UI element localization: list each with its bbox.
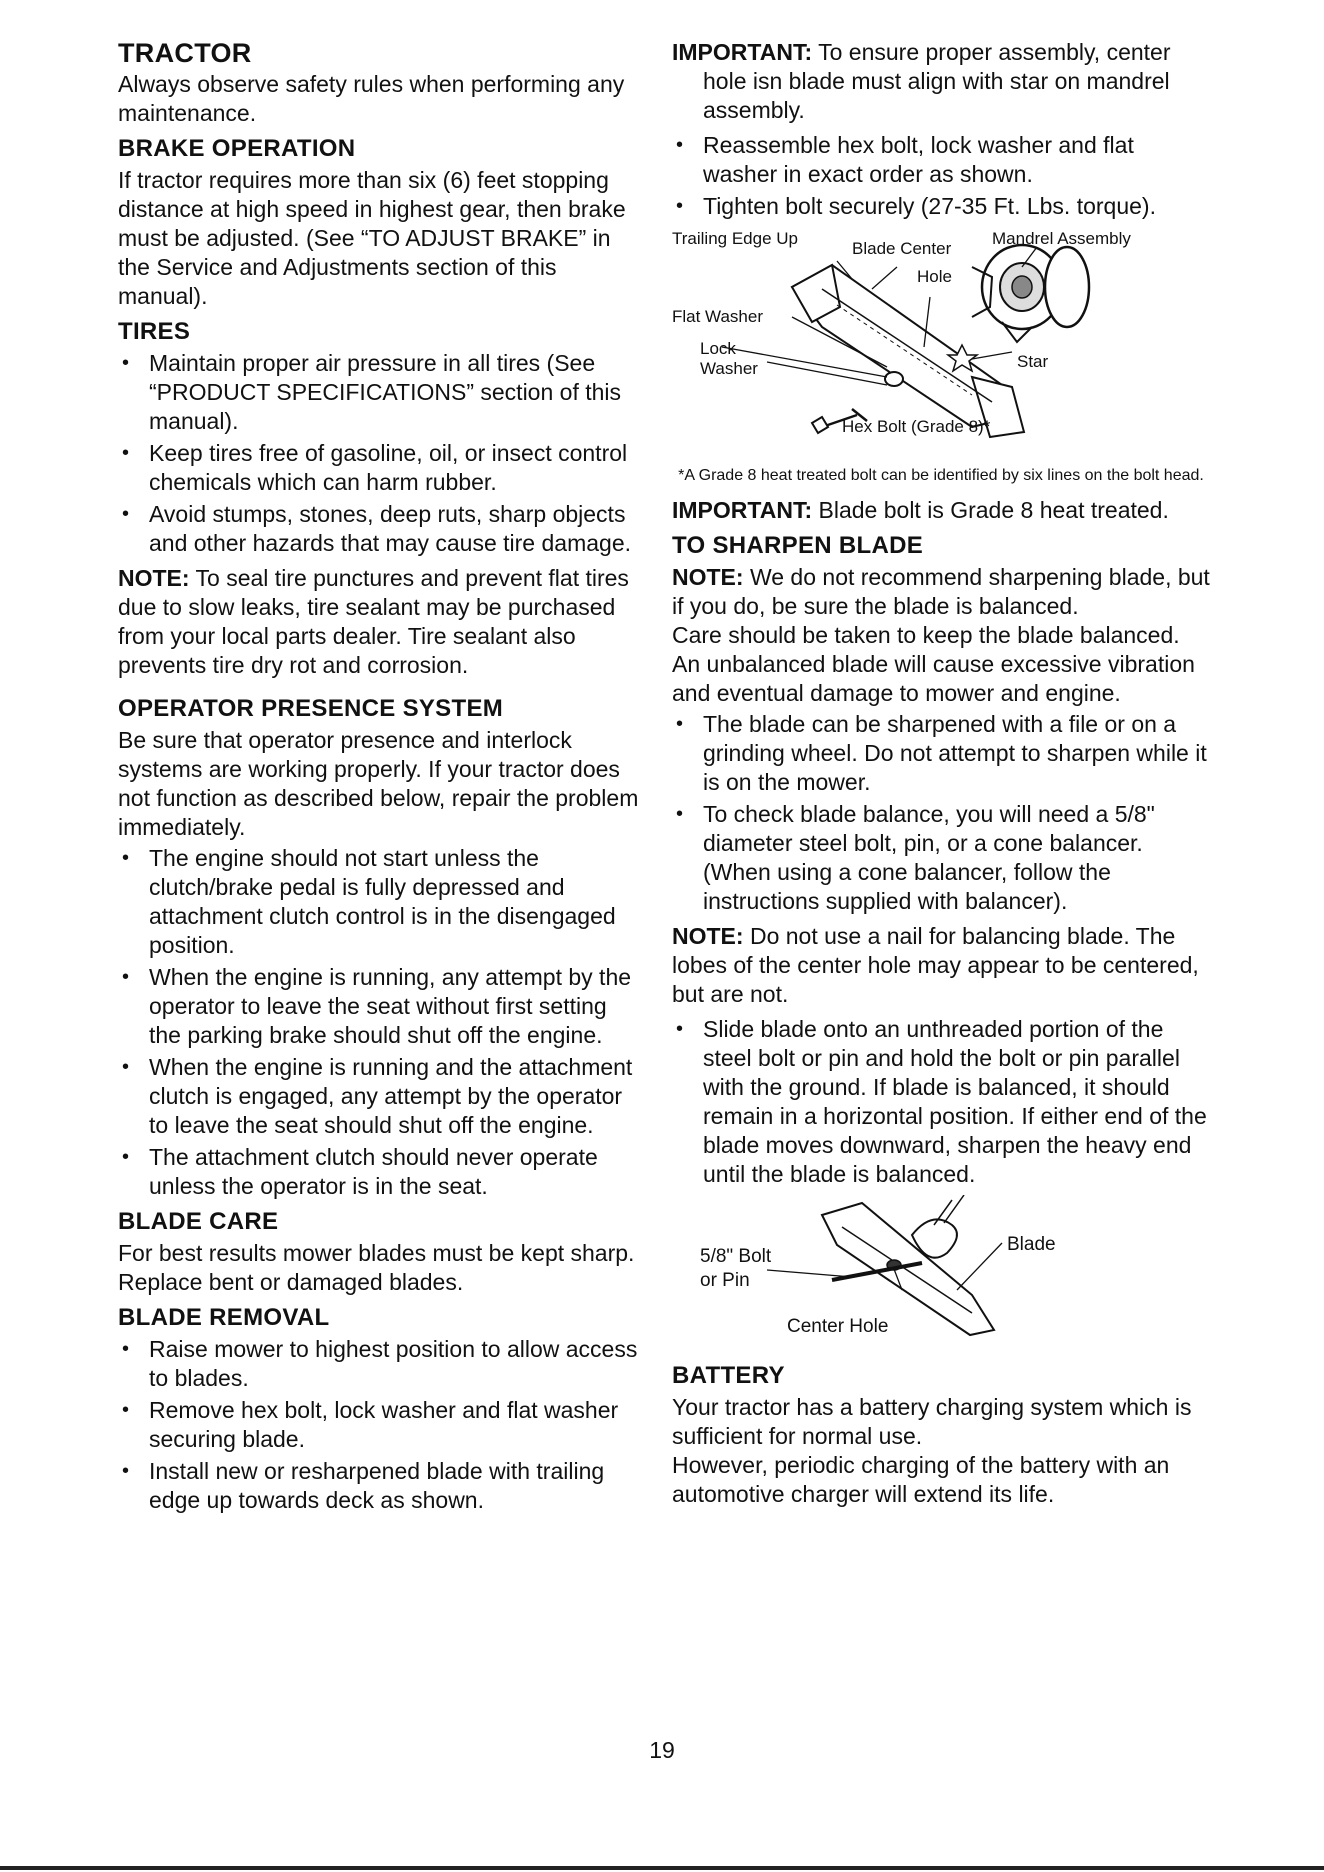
bottom-rule: [0, 1866, 1324, 1870]
blade-balance-figure: [672, 1195, 1210, 1355]
ops-text: Be sure that operator presence and interlock systems are working properly. If your tractor does not function as described below, repair the problem immediately.: [118, 727, 639, 840]
ops-list: [118, 844, 643, 1201]
note-label: NOTE:: [118, 565, 190, 591]
blade-assembly-figure: [672, 227, 1210, 459]
list-item: • Maintain proper air pressure in all tires (See “PRODUCT SPECIFICATIONS” section of this manual).: [118, 349, 643, 436]
heading-operator-presence-system: OPERATOR PRESENCE SYSTEM: [118, 695, 504, 722]
list-item: • Install new or resharpened blade with trailing edge up towards deck as shown.: [118, 1457, 643, 1515]
sharpen-note: [672, 563, 1210, 621]
label-bolt: 5/8" Bolt: [700, 1246, 772, 1267]
sharpen-list: [672, 710, 1210, 916]
balance-list: [672, 1015, 1210, 1189]
sharpen-text: Care should be taken to keep the blade balanced. An unbalanced blade will cause excessive vibration and eventual damage to mower and engine.: [672, 622, 1195, 706]
heading-blade-care: BLADE CARE: [118, 1208, 279, 1235]
important-label: IMPORTANT:: [672, 39, 813, 65]
label-blade: Blade: [1007, 1234, 1056, 1255]
label-star: Star: [1017, 352, 1049, 371]
blade-removal-list: [118, 1335, 643, 1515]
label-flat-washer: Flat Washer: [672, 307, 764, 326]
list-item: • Slide blade onto an unthreaded portion of the steel bolt or pin and hold the bolt or pin parallel with the ground. If blade is balanced, it should remain in a horizontal position. If either end of the blade moves downward, sharpen the heavy end until the blade is balanced.: [672, 1015, 1210, 1189]
balancing-note: [672, 922, 1210, 1009]
label-hex-bolt: Hex Bolt (Grade 8)*: [842, 417, 991, 436]
label-or-pin: or Pin: [700, 1270, 750, 1291]
list-item: • Tighten bolt securely (27-35 Ft. Lbs. torque).: [672, 192, 1210, 221]
note-label: NOTE:: [672, 564, 744, 590]
list-item: • Reassemble hex bolt, lock washer and flat washer in exact order as shown.: [672, 131, 1210, 189]
note-label: NOTE:: [672, 923, 744, 949]
left-column: [118, 38, 643, 1521]
brake-text: If tractor requires more than six (6) feet stopping distance at high speed in highest gear, then brake must be adjusted. (See “TO ADJUST BRAKE” in the Service and Adjustments section of this manual).: [118, 167, 626, 309]
important-label: IMPORTANT:: [672, 497, 813, 523]
figure-caption: *A Grade 8 heat treated bolt can be identified by six lines on the bolt head.: [678, 467, 1204, 484]
label-washer: Washer: [700, 359, 758, 378]
label-blade-center: Blade Center: [852, 239, 952, 258]
label-mandrel-assembly: Mandrel Assembly: [992, 229, 1131, 248]
label-lock: Lock: [700, 339, 736, 358]
list-item: • Remove hex bolt, lock washer and flat washer securing blade.: [118, 1396, 643, 1454]
important-assembly: [672, 38, 1210, 125]
right-column: [672, 38, 1210, 1515]
list-item: • The attachment clutch should never operate unless the operator is in the seat.: [118, 1143, 643, 1201]
label-hole: Hole: [917, 267, 952, 286]
battery-text-2: However, periodic charging of the battery with an automotive charger will extend its life.: [672, 1452, 1170, 1507]
list-item: • When the engine is running and the attachment clutch is engaged, any attempt by the operator to leave the seat should shut off the engine.: [118, 1053, 643, 1140]
label-trailing-edge-up: Trailing Edge Up: [672, 229, 798, 248]
heading-blade-removal: BLADE REMOVAL: [118, 1304, 330, 1331]
blade-balance-illustration: [672, 1195, 1210, 1355]
battery-text-1: Your tractor has a battery charging system which is sufficient for normal use.: [672, 1394, 1192, 1449]
list-item: • Keep tires free of gasoline, oil, or insect control chemicals which can harm rubber.: [118, 439, 643, 497]
heading-tires: TIRES: [118, 318, 191, 345]
note-text: Do not use a nail for balancing blade. The lobes of the center hole may appear to be centered, but are not.: [672, 923, 1199, 1007]
page-number: 19: [649, 1737, 675, 1763]
important-text: To ensure proper assembly, center hole isn blade must align with star on mandrel assembly.: [703, 39, 1171, 123]
section-title-tractor: TRACTOR: [118, 38, 252, 68]
note-text: To seal tire punctures and prevent flat tires due to slow leaks, tire sealant may be purchased from your local parts dealer. Tire sealant also prevents tire dry rot and corrosion.: [118, 565, 629, 678]
tires-list: [118, 349, 643, 558]
list-item: • The engine should not start unless the clutch/brake pedal is fully depressed and attachment clutch control is in the disengaged position.: [118, 844, 643, 960]
list-item: • When the engine is running, any attempt by the operator to leave the seat without first setting the parking brake should shut off the engine.: [118, 963, 643, 1050]
heading-battery: BATTERY: [672, 1362, 785, 1389]
heading-brake-operation: BRAKE OPERATION: [118, 135, 356, 162]
list-item: • To check blade balance, you will need a 5/8" diameter steel bolt, pin, or a cone balancer. (When using a cone balancer, follow the instructions supplied with balancer).: [672, 800, 1210, 916]
important-text: Blade bolt is Grade 8 heat treated.: [812, 497, 1169, 523]
list-item: • The blade can be sharpened with a file or on a grinding wheel. Do not attempt to sharpen while it is on the mower.: [672, 710, 1210, 797]
tires-note: [118, 564, 643, 680]
label-center-hole: Center Hole: [787, 1316, 889, 1337]
blade-care-text: For best results mower blades must be kept sharp. Replace bent or damaged blades.: [118, 1240, 635, 1295]
heading-to-sharpen-blade: TO SHARPEN BLADE: [672, 532, 924, 559]
important-bolt: [672, 496, 1210, 525]
intro-text: Always observe safety rules when performing any maintenance.: [118, 71, 625, 126]
list-item: • Raise mower to highest position to allow access to blades.: [118, 1335, 643, 1393]
important-assembly-block: [672, 38, 1210, 125]
assembly-list: [672, 131, 1210, 221]
note-text: We do not recommend sharpening blade, but if you do, be sure the blade is balanced.: [672, 564, 1210, 619]
list-item: • Avoid stumps, stones, deep ruts, sharp objects and other hazards that may cause tire damage.: [118, 500, 643, 558]
